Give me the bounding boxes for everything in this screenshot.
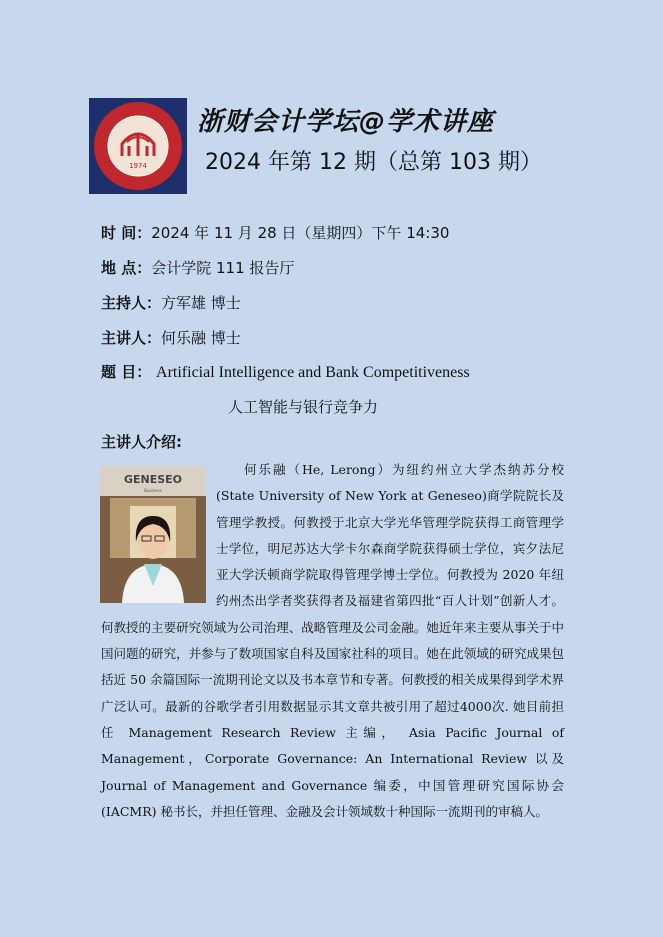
time-value: 2024 年 11 月 28 日（星期四）下午 14:30: [151, 224, 450, 242]
topic-chinese: 人工智能与银行竞争力: [228, 398, 379, 416]
place-value: 会计学院 111 报告厅: [151, 259, 295, 277]
host-row: [101, 292, 601, 313]
university-logo: [89, 98, 187, 194]
photo-sign-small-text: Business: [144, 488, 162, 493]
time-row: [101, 222, 601, 243]
speaker-bio-text: 何乐融（He, Lerong）为纽约州立大学杰纳苏分校 (State University of New York at Geneseo)商学院院长及管理学教授。何教授于北京大学光华管理学院获得工商管理学士学位，明尼苏达大学卡尔森商学院获得硕士学位，宾夕法尼亚大学沃顿商学院取得管理学博士学位。何教授为 2020 年纽约州杰出学者奖获得者及福建省第四批“百人计划”创新人才。何教授的主要研究领域为公司治理、战略管理及公司金融。她近年来主要从事关于中国问题的研究，并参与了数项国家自科及国家社科的项目。她在此领域的研究成果包括近 50 余篇国际一流期刊论文以及书本章节和专著。何教授的相关成果得到学术界广泛认可。最新的谷歌学者引用数据显示其文章共被引用了超过4000次. 她目前担任 Management Research Review 主编， Asia Pacific Journal of Management，Corporate Governance: An International Review 以及 Journal of Management and Governance 编委，中国管理研究国际协会(IACMR) 秘书长，并担任管理、金融及会计领域数十种国际一流期刊的审稿人。: [101, 462, 564, 819]
place-label: 地 点：: [101, 259, 152, 277]
speaker-value: 何乐融 博士: [161, 329, 241, 347]
host-value: 方军雄 博士: [161, 294, 241, 312]
place-row: [101, 257, 601, 278]
speaker-label: 主讲人：: [101, 329, 162, 347]
university-seal-icon: [89, 98, 187, 194]
page-title: 浙财会计学坛@学术讲座: [197, 107, 495, 137]
speaker-row: [101, 327, 601, 348]
topic-label: 题 目：: [101, 363, 152, 381]
issue-number: 2024 年第 12 期（总第 103 期）: [205, 150, 542, 175]
speaker-intro-heading: 主讲人介绍:: [101, 433, 182, 451]
topic-row: [101, 361, 601, 382]
time-label: 时 间：: [101, 224, 152, 242]
host-label: 主持人：: [101, 294, 162, 312]
photo-sign-text: GENESEO: [123, 473, 183, 486]
speaker-bio: [101, 457, 564, 825]
logo-year: 1974: [129, 162, 147, 170]
topic-english: Artificial Intelligence and Bank Competitiveness: [156, 364, 470, 381]
